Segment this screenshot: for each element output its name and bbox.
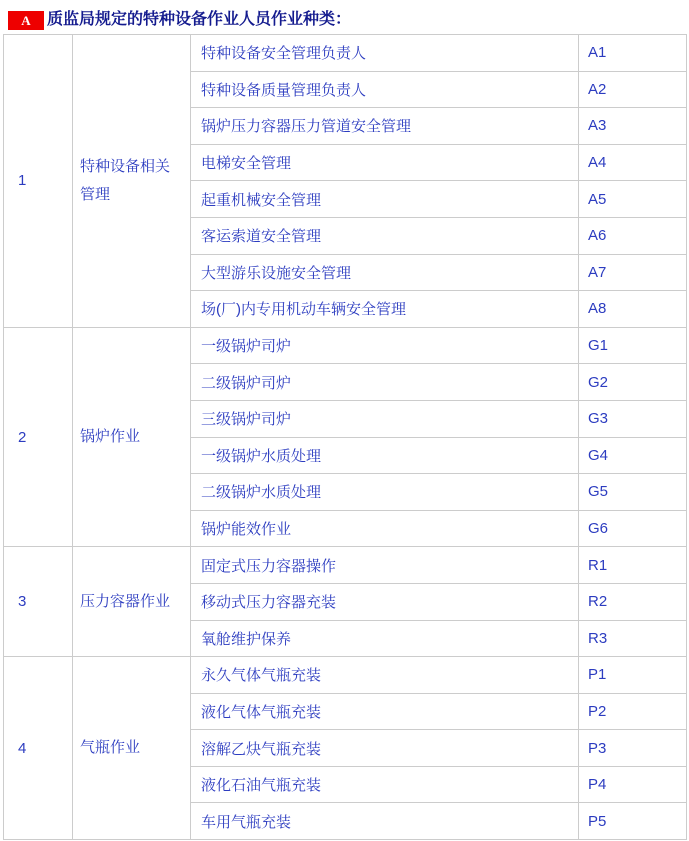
table-row (4, 547, 687, 584)
job-cell: 车用气瓶充装 (191, 803, 579, 840)
group-number-cell: 3 (4, 547, 73, 657)
job-cell: 液化石油气瓶充装 (191, 766, 579, 803)
code-cell: A5 (579, 181, 687, 218)
code-cell: A4 (579, 144, 687, 181)
code-cell: A8 (579, 291, 687, 328)
job-cell: 场(厂)内专用机动车辆安全管理 (191, 291, 579, 328)
job-cell: 起重机械安全管理 (191, 181, 579, 218)
group-number-cell: 4 (4, 657, 73, 840)
job-cell: 移动式压力容器充装 (191, 583, 579, 620)
code-cell: A7 (579, 254, 687, 291)
group-category-cell: 气瓶作业 (73, 657, 191, 840)
job-cell: 氧舱维护保养 (191, 620, 579, 657)
group-number-cell: 1 (4, 35, 73, 328)
code-cell: R2 (579, 583, 687, 620)
code-cell: P4 (579, 766, 687, 803)
code-cell: A2 (579, 71, 687, 108)
code-cell: G4 (579, 437, 687, 474)
group-category-cell: 特种设备相关管理 (73, 35, 191, 328)
job-cell: 客运索道安全管理 (191, 217, 579, 254)
table-row (4, 657, 687, 694)
job-cell: 锅炉压力容器压力管道安全管理 (191, 108, 579, 145)
job-cell: 固定式压力容器操作 (191, 547, 579, 584)
code-cell: P1 (579, 657, 687, 694)
group-category-cell: 锅炉作业 (73, 327, 191, 547)
code-cell: G3 (579, 400, 687, 437)
job-cell: 二级锅炉司炉 (191, 364, 579, 401)
code-cell: R1 (579, 547, 687, 584)
code-cell: G6 (579, 510, 687, 547)
section-badge: A (8, 11, 44, 30)
code-cell: A6 (579, 217, 687, 254)
job-cell: 永久气体气瓶充装 (191, 657, 579, 694)
job-cell: 一级锅炉司炉 (191, 327, 579, 364)
code-cell: A3 (579, 108, 687, 145)
job-cell: 液化气体气瓶充装 (191, 693, 579, 730)
job-cell: 三级锅炉司炉 (191, 400, 579, 437)
page-title: 质监局规定的特种设备作业人员作业种类： (47, 11, 352, 28)
group-category-cell: 压力容器作业 (73, 547, 191, 657)
job-cell: 特种设备安全管理负责人 (191, 35, 579, 72)
code-cell: G2 (579, 364, 687, 401)
job-cell: 电梯安全管理 (191, 144, 579, 181)
header (0, 0, 689, 31)
code-cell: P5 (579, 803, 687, 840)
job-cell: 一级锅炉水质处理 (191, 437, 579, 474)
job-cell: 大型游乐设施安全管理 (191, 254, 579, 291)
job-cell: 锅炉能效作业 (191, 510, 579, 547)
code-cell: G5 (579, 474, 687, 511)
job-cell: 特种设备质量管理负责人 (191, 71, 579, 108)
job-cell: 二级锅炉水质处理 (191, 474, 579, 511)
code-cell: P3 (579, 730, 687, 767)
code-cell: R3 (579, 620, 687, 657)
categories-table (3, 34, 687, 840)
group-number-cell: 2 (4, 327, 73, 547)
job-cell: 溶解乙炔气瓶充装 (191, 730, 579, 767)
code-cell: A1 (579, 35, 687, 72)
table-row (4, 35, 687, 72)
code-cell: G1 (579, 327, 687, 364)
table-row (4, 327, 687, 364)
code-cell: P2 (579, 693, 687, 730)
